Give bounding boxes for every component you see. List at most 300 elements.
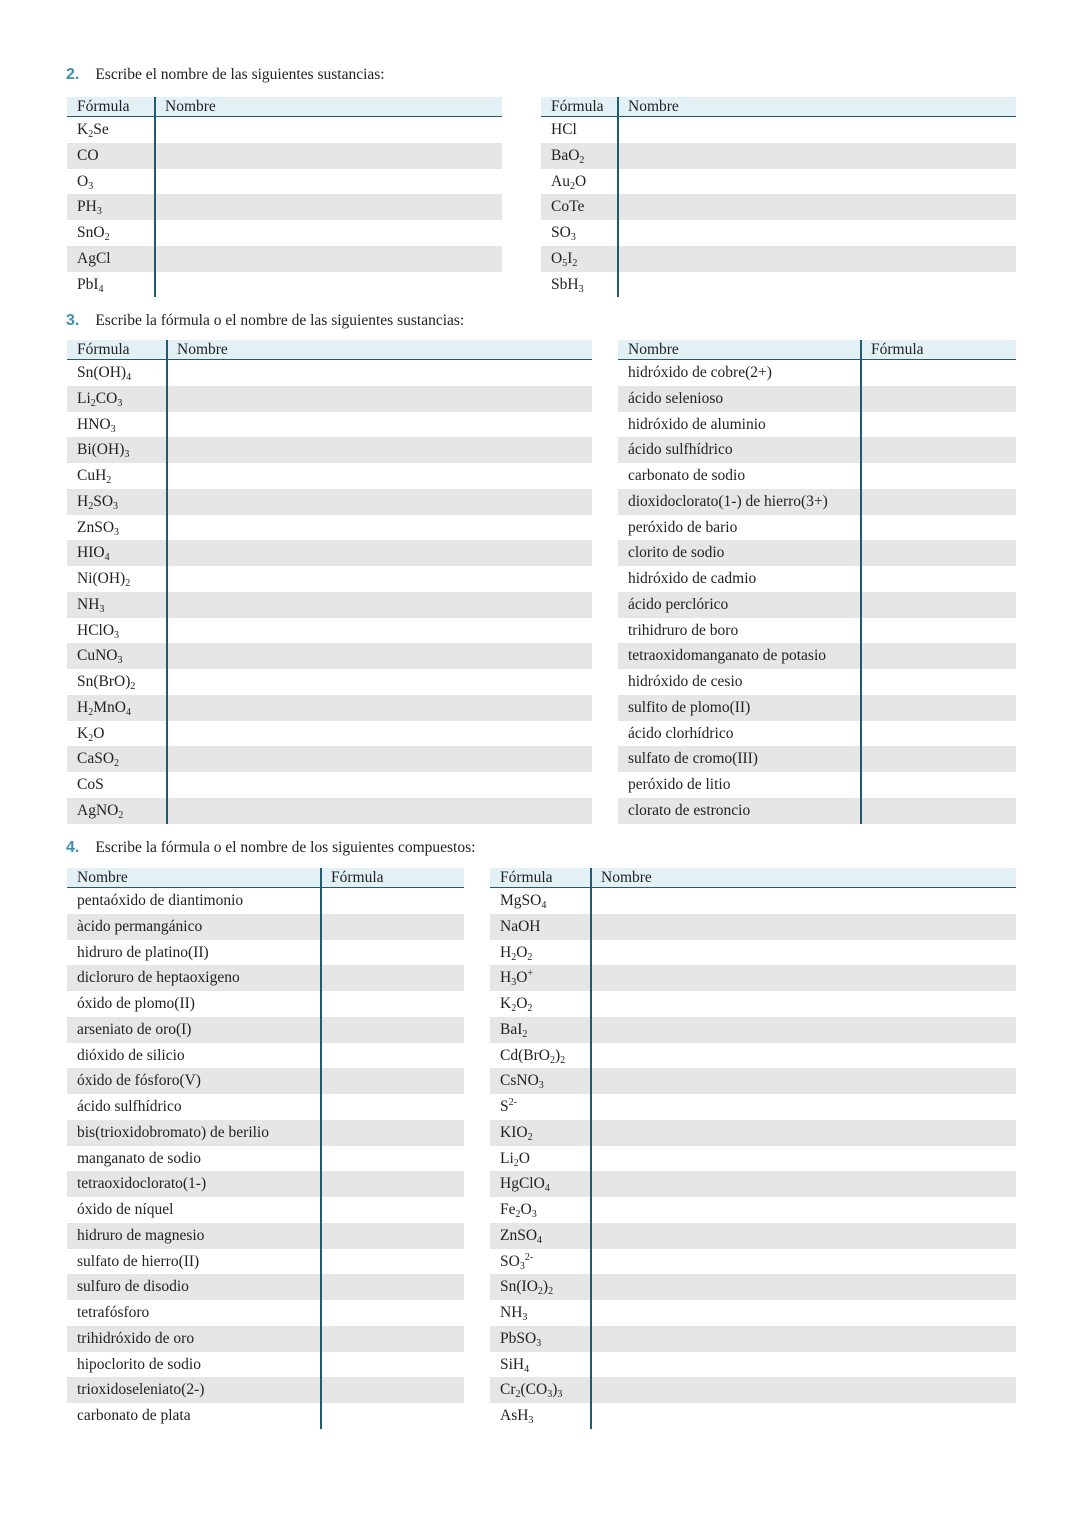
- name-answer-field[interactable]: [591, 1120, 1016, 1146]
- compound-formula: $K_2O_2$: [500, 995, 533, 1014]
- name-answer-field[interactable]: [167, 515, 592, 541]
- column-header-formula: Fórmula: [500, 869, 553, 886]
- table-row: [618, 489, 1016, 515]
- formula-answer-field[interactable]: [321, 965, 464, 991]
- name-answer-field[interactable]: [155, 220, 502, 246]
- name-answer-field[interactable]: [618, 117, 1016, 143]
- compound-name: tetraoxidoclorato(1-): [77, 1175, 207, 1193]
- table-row: [67, 1171, 464, 1197]
- compound-formula: SiH$_4$: [500, 1355, 530, 1375]
- name-answer-field[interactable]: [591, 1223, 1016, 1249]
- compound-formula: $Ni(OH)_2$: [77, 570, 131, 589]
- table-row: [67, 220, 502, 246]
- formula-answer-field[interactable]: [861, 592, 1016, 618]
- exercise-instruction: Escribe la fórmula o el nombre de los siguientes compuestos:: [95, 839, 476, 856]
- compound-name: sulfato de cromo(III): [628, 750, 758, 768]
- exercise-3-heading: [66, 312, 464, 330]
- table-row: [618, 772, 1016, 798]
- table-row: [67, 618, 592, 644]
- name-answer-field[interactable]: [591, 1249, 1016, 1275]
- table-row: [490, 888, 1016, 914]
- compound-name: sulfato de hierro(II): [77, 1252, 200, 1270]
- compound-formula: CO: [77, 146, 99, 164]
- table-row: [67, 463, 592, 489]
- table-row: [67, 1326, 464, 1352]
- formula-answer-field[interactable]: [321, 1043, 464, 1069]
- formula-answer-field[interactable]: [321, 1300, 464, 1326]
- formula-answer-field[interactable]: [321, 888, 464, 914]
- table-row: [618, 669, 1016, 695]
- column-header-nombre: Nombre: [601, 869, 652, 886]
- table-row: [67, 914, 464, 940]
- formula-answer-field[interactable]: [861, 437, 1016, 463]
- table-row: [618, 618, 1016, 644]
- name-answer-field[interactable]: [167, 695, 592, 721]
- compound-formula: $Sn(IO_2)_2$: [500, 1278, 554, 1298]
- compound-formula: CaSO$_2$: [77, 750, 120, 770]
- compound-formula: $H_2MnO_4$: [77, 698, 131, 718]
- table-row: [67, 1403, 464, 1429]
- name-answer-field[interactable]: [155, 117, 502, 143]
- compound-formula: NaOH: [500, 917, 541, 935]
- formula-answer-field[interactable]: [861, 463, 1016, 489]
- table-row: [67, 169, 502, 195]
- table-row: [618, 643, 1016, 669]
- name-answer-field[interactable]: [618, 220, 1016, 246]
- table-row: [541, 169, 1016, 195]
- compound-name: àcido permangánico: [77, 917, 203, 935]
- column-divider: [590, 868, 592, 1429]
- name-answer-field[interactable]: [167, 360, 592, 386]
- table-row: [67, 1017, 464, 1043]
- formula-answer-field[interactable]: [321, 1274, 464, 1300]
- compound-name: tetrafósforo: [77, 1304, 150, 1321]
- compound-formula: $PH_3$: [77, 198, 102, 218]
- table-header: [67, 868, 464, 888]
- name-answer-field[interactable]: [591, 914, 1016, 940]
- table-row: [67, 246, 502, 272]
- table-row: [67, 515, 592, 541]
- exercise-4-table-left: [67, 868, 464, 1429]
- table-row: [541, 194, 1016, 220]
- name-answer-field[interactable]: [167, 540, 592, 566]
- compound-name: ácido clorhídrico: [628, 724, 734, 742]
- table-row: [67, 669, 592, 695]
- name-answer-field[interactable]: [167, 489, 592, 515]
- table-row: [618, 721, 1016, 747]
- table-row: [67, 1197, 464, 1223]
- table-row: [541, 246, 1016, 272]
- compound-name: ácido selenioso: [628, 389, 724, 407]
- compound-formula: $Bi(OH)_3$: [77, 441, 130, 461]
- table-row: [67, 412, 592, 438]
- compound-formula: $O_5I_2$: [551, 249, 578, 269]
- compound-formula: $HNO_3$: [77, 415, 116, 435]
- table-row: [67, 746, 592, 772]
- name-answer-field[interactable]: [591, 1043, 1016, 1069]
- name-answer-field[interactable]: [591, 1068, 1016, 1094]
- table-row: [67, 566, 592, 592]
- table-row: [67, 360, 592, 386]
- table-row: [541, 117, 1016, 143]
- exercise-2-table-right: [541, 97, 1016, 297]
- exercise-number: 2.: [66, 66, 80, 83]
- name-answer-field[interactable]: [591, 991, 1016, 1017]
- column-header-nombre: Nombre: [628, 98, 679, 115]
- table-row: [67, 1146, 464, 1172]
- compound-name: hidróxido de cadmio: [628, 570, 757, 587]
- table-header: [67, 340, 592, 360]
- name-answer-field[interactable]: [591, 1300, 1016, 1326]
- table-row: [67, 194, 502, 220]
- name-answer-field[interactable]: [591, 1352, 1016, 1378]
- name-answer-field[interactable]: [591, 1326, 1016, 1352]
- name-answer-field[interactable]: [618, 194, 1016, 220]
- compound-name: arseniato de oro(I): [77, 1020, 192, 1038]
- formula-answer-field[interactable]: [321, 1120, 464, 1146]
- column-header-nombre: Nombre: [628, 341, 679, 358]
- table-row: [490, 1403, 1016, 1429]
- exercise-2-heading: [66, 66, 385, 84]
- name-answer-field[interactable]: [155, 246, 502, 272]
- compound-name: hidróxido de aluminio: [628, 415, 766, 433]
- column-divider: [166, 340, 168, 824]
- formula-answer-field[interactable]: [861, 515, 1016, 541]
- table-row: [490, 1352, 1016, 1378]
- name-answer-field[interactable]: [591, 1017, 1016, 1043]
- table-header: [618, 340, 1016, 360]
- table-row: [541, 272, 1016, 298]
- compound-name: ácido perclórico: [628, 595, 729, 613]
- compound-formula: AgNO$_2$: [77, 801, 124, 821]
- compound-formula: BaO$_2$: [551, 146, 585, 166]
- table-row: [618, 592, 1016, 618]
- compound-formula: $HIO_4$: [77, 544, 110, 564]
- compound-formula: SnO$_2$: [77, 224, 110, 243]
- compound-name: hidróxido de cobre(2+): [628, 364, 772, 381]
- compound-formula: $Cd(BrO_2)_2$: [500, 1046, 566, 1066]
- table-row: [618, 360, 1016, 386]
- compound-formula: HCl: [551, 121, 577, 138]
- formula-answer-field[interactable]: [861, 772, 1016, 798]
- formula-answer-field[interactable]: [321, 1352, 464, 1378]
- compound-formula: AgCl: [77, 249, 111, 267]
- table-row: [490, 1171, 1016, 1197]
- name-answer-field[interactable]: [591, 965, 1016, 991]
- table-row: [490, 1197, 1016, 1223]
- formula-answer-field[interactable]: [321, 1017, 464, 1043]
- name-answer-field[interactable]: [618, 272, 1016, 298]
- compound-name: óxido de plomo(II): [77, 995, 195, 1012]
- table-row: [618, 798, 1016, 824]
- name-answer-field[interactable]: [591, 1274, 1016, 1300]
- exercise-instruction: Escribe la fórmula o el nombre de las siguientes sustancias:: [95, 312, 465, 329]
- table-row: [618, 746, 1016, 772]
- name-answer-field[interactable]: [591, 888, 1016, 914]
- compound-name: manganato de sodio: [77, 1149, 201, 1167]
- compound-formula: $H_2SO_3$: [77, 492, 119, 512]
- compound-formula: CuNO$_3$: [77, 647, 123, 667]
- table-row: [490, 914, 1016, 940]
- exercise-instruction: Escribe el nombre de las siguientes sustancias:: [95, 66, 385, 83]
- table-row: [67, 888, 464, 914]
- compound-name: sulfito de plomo(II): [628, 698, 751, 716]
- table-row: [67, 721, 592, 747]
- table-header: [490, 868, 1016, 888]
- table-row: [490, 1326, 1016, 1352]
- column-divider: [320, 868, 322, 1429]
- name-answer-field[interactable]: [591, 1171, 1016, 1197]
- compound-name: clorato de estroncio: [628, 801, 751, 819]
- compound-formula: $SO_3^{2-}$: [500, 1251, 534, 1272]
- formula-answer-field[interactable]: [321, 1249, 464, 1275]
- formula-answer-field[interactable]: [861, 540, 1016, 566]
- column-header-formula: Fórmula: [77, 341, 130, 358]
- exercise-number: 4.: [66, 839, 80, 856]
- table-row: [490, 1068, 1016, 1094]
- table-row: [67, 991, 464, 1017]
- table-row: [618, 695, 1016, 721]
- name-answer-field[interactable]: [167, 566, 592, 592]
- compound-formula: $O_3$: [77, 172, 94, 192]
- compound-name: tetraoxidomanganato de potasio: [628, 647, 826, 665]
- name-answer-field[interactable]: [591, 1094, 1016, 1120]
- compound-formula: BaI$_2$: [500, 1020, 528, 1040]
- formula-answer-field[interactable]: [321, 940, 464, 966]
- name-answer-field[interactable]: [167, 772, 592, 798]
- compound-formula: PbSO$_3$: [500, 1329, 542, 1349]
- compound-name: carbonato de sodio: [628, 467, 746, 484]
- formula-answer-field[interactable]: [321, 1171, 464, 1197]
- compound-name: trihidróxido de oro: [77, 1329, 195, 1347]
- table-row: [618, 412, 1016, 438]
- table-header: [541, 97, 1016, 117]
- formula-answer-field[interactable]: [861, 412, 1016, 438]
- name-answer-field[interactable]: [618, 143, 1016, 169]
- compound-name: bis(trioxidobromato) de berilio: [77, 1123, 269, 1141]
- compound-formula: $Sn(BrO)_2$: [77, 673, 136, 692]
- table-row: [67, 386, 592, 412]
- compound-formula: $K_2O$: [77, 724, 105, 744]
- formula-answer-field[interactable]: [321, 914, 464, 940]
- formula-answer-field[interactable]: [861, 489, 1016, 515]
- name-answer-field[interactable]: [167, 798, 592, 824]
- formula-answer-field[interactable]: [321, 1068, 464, 1094]
- formula-answer-field[interactable]: [861, 721, 1016, 747]
- formula-answer-field[interactable]: [861, 566, 1016, 592]
- table-row: [67, 489, 592, 515]
- table-row: [67, 1068, 464, 1094]
- formula-answer-field[interactable]: [321, 1403, 464, 1429]
- column-header-nombre: Nombre: [165, 98, 216, 115]
- compound-formula: HgClO$_4$: [500, 1175, 550, 1195]
- compound-formula: MgSO$_4$: [500, 892, 547, 911]
- table-row: [490, 1274, 1016, 1300]
- compound-name: hidruro de magnesio: [77, 1226, 205, 1244]
- table-row: [67, 1274, 464, 1300]
- compound-formula: $NH_3$: [500, 1304, 528, 1323]
- compound-name: hipoclorito de sodio: [77, 1355, 201, 1373]
- compound-name: ácido sulfhídrico: [77, 1098, 182, 1115]
- table-header: [67, 97, 502, 117]
- table-row: [490, 991, 1016, 1017]
- compound-formula: HClO$_3$: [77, 621, 120, 641]
- compound-name: sulfuro de disodio: [77, 1278, 189, 1296]
- name-answer-field[interactable]: [591, 940, 1016, 966]
- table-row: [67, 965, 464, 991]
- exercise-4-table-right: [490, 868, 1016, 1429]
- formula-answer-field[interactable]: [861, 618, 1016, 644]
- formula-answer-field[interactable]: [321, 1197, 464, 1223]
- table-row: [67, 772, 592, 798]
- column-header-nombre: Nombre: [77, 869, 128, 886]
- name-answer-field[interactable]: [167, 669, 592, 695]
- table-row: [67, 143, 502, 169]
- name-answer-field[interactable]: [167, 643, 592, 669]
- compound-formula: PbI$_4$: [77, 275, 104, 295]
- compound-name: dioxidoclorato(1-) de hierro(3+): [628, 492, 828, 510]
- compound-formula: CoS: [77, 776, 104, 793]
- compound-formula: $KIO_2$: [500, 1123, 533, 1143]
- compound-formula: $Li_2O$: [500, 1149, 530, 1169]
- table-row: [67, 1120, 464, 1146]
- formula-answer-field[interactable]: [321, 1377, 464, 1403]
- compound-formula: $Fe_2O_3$: [500, 1201, 537, 1220]
- table-row: [618, 515, 1016, 541]
- compound-formula: $H_2O_2$: [500, 943, 533, 963]
- formula-answer-field[interactable]: [861, 669, 1016, 695]
- column-divider: [860, 340, 862, 824]
- column-divider: [617, 97, 619, 297]
- column-header-nombre: Nombre: [177, 341, 228, 358]
- compound-name: hidróxido de cesio: [628, 673, 743, 690]
- table-row: [490, 1146, 1016, 1172]
- compound-formula: $H_3O^+$: [500, 968, 534, 989]
- name-answer-field[interactable]: [167, 746, 592, 772]
- compound-formula: $Au_2O$: [551, 172, 587, 192]
- formula-answer-field[interactable]: [861, 386, 1016, 412]
- compound-formula: $Li_2CO_3$: [77, 389, 123, 409]
- compound-formula: $Cr_2(CO_3)_3$: [500, 1381, 563, 1401]
- name-answer-field[interactable]: [167, 412, 592, 438]
- compound-formula: ZnSO$_3$: [77, 518, 120, 538]
- column-header-formula: Fórmula: [77, 98, 130, 115]
- table-row: [67, 643, 592, 669]
- compound-name: dicloruro de heptaoxigeno: [77, 969, 240, 987]
- formula-answer-field[interactable]: [861, 360, 1016, 386]
- column-divider: [154, 97, 156, 297]
- compound-formula: $K_2Se$: [77, 121, 109, 140]
- name-answer-field[interactable]: [167, 463, 592, 489]
- name-answer-field[interactable]: [155, 143, 502, 169]
- compound-formula: CuH$_2$: [77, 467, 112, 486]
- table-row: [67, 940, 464, 966]
- compound-name: dióxido de silicio: [77, 1046, 185, 1064]
- table-row: [67, 1352, 464, 1378]
- name-answer-field[interactable]: [167, 592, 592, 618]
- compound-name: clorito de sodio: [628, 544, 725, 562]
- name-answer-field[interactable]: [591, 1377, 1016, 1403]
- formula-answer-field[interactable]: [861, 643, 1016, 669]
- table-row: [490, 1223, 1016, 1249]
- compound-formula: ZnSO$_4$: [500, 1226, 543, 1246]
- formula-answer-field[interactable]: [321, 1094, 464, 1120]
- table-row: [67, 695, 592, 721]
- column-header-formula: Fórmula: [871, 341, 924, 358]
- compound-name: carbonato de plata: [77, 1407, 191, 1424]
- table-row: [541, 143, 1016, 169]
- name-answer-field[interactable]: [167, 386, 592, 412]
- table-row: [67, 540, 592, 566]
- name-answer-field[interactable]: [618, 246, 1016, 272]
- name-answer-field[interactable]: [155, 169, 502, 195]
- formula-answer-field[interactable]: [861, 746, 1016, 772]
- name-answer-field[interactable]: [618, 169, 1016, 195]
- name-answer-field[interactable]: [591, 1197, 1016, 1223]
- compound-name: trihidruro de boro: [628, 621, 739, 639]
- name-answer-field[interactable]: [591, 1146, 1016, 1172]
- compound-name: peróxido de litio: [628, 776, 731, 793]
- table-row: [618, 437, 1016, 463]
- table-row: [490, 1300, 1016, 1326]
- name-answer-field[interactable]: [155, 194, 502, 220]
- compound-name: pentaóxido de diantimonio: [77, 892, 244, 909]
- table-row: [490, 1094, 1016, 1120]
- table-row: [618, 540, 1016, 566]
- compound-formula: SbH$_3$: [551, 275, 584, 295]
- table-row: [490, 965, 1016, 991]
- compound-name: peróxido de bario: [628, 518, 738, 536]
- name-answer-field[interactable]: [155, 272, 502, 298]
- formula-answer-field[interactable]: [321, 1326, 464, 1352]
- table-row: [67, 117, 502, 143]
- table-row: [490, 1120, 1016, 1146]
- table-row: [67, 1094, 464, 1120]
- compound-formula: AsH$_3$: [500, 1407, 534, 1426]
- formula-answer-field[interactable]: [321, 1146, 464, 1172]
- table-row: [67, 798, 592, 824]
- table-row: [490, 1017, 1016, 1043]
- formula-answer-field[interactable]: [321, 991, 464, 1017]
- formula-answer-field[interactable]: [861, 695, 1016, 721]
- column-header-formula: Fórmula: [331, 869, 384, 886]
- compound-formula: $Sn(OH)_4$: [77, 364, 132, 383]
- name-answer-field[interactable]: [167, 618, 592, 644]
- table-row: [618, 566, 1016, 592]
- table-row: [618, 386, 1016, 412]
- name-answer-field[interactable]: [591, 1403, 1016, 1429]
- table-row: [490, 940, 1016, 966]
- name-answer-field[interactable]: [167, 721, 592, 747]
- column-header-formula: Fórmula: [551, 98, 604, 115]
- compound-formula: $S^{2-}$: [500, 1097, 517, 1115]
- exercise-number: 3.: [66, 312, 80, 329]
- table-row: [67, 592, 592, 618]
- compound-name: ácido sulfhídrico: [628, 441, 733, 459]
- table-row: [67, 1377, 464, 1403]
- table-row: [490, 1377, 1016, 1403]
- table-row: [67, 1043, 464, 1069]
- name-answer-field[interactable]: [167, 437, 592, 463]
- compound-name: hidruro de platino(II): [77, 943, 209, 961]
- table-row: [67, 272, 502, 298]
- table-row: [618, 463, 1016, 489]
- formula-answer-field[interactable]: [861, 798, 1016, 824]
- formula-answer-field[interactable]: [321, 1223, 464, 1249]
- compound-name: óxido de fósforo(V): [77, 1072, 201, 1090]
- table-row: [67, 1249, 464, 1275]
- table-row: [67, 1300, 464, 1326]
